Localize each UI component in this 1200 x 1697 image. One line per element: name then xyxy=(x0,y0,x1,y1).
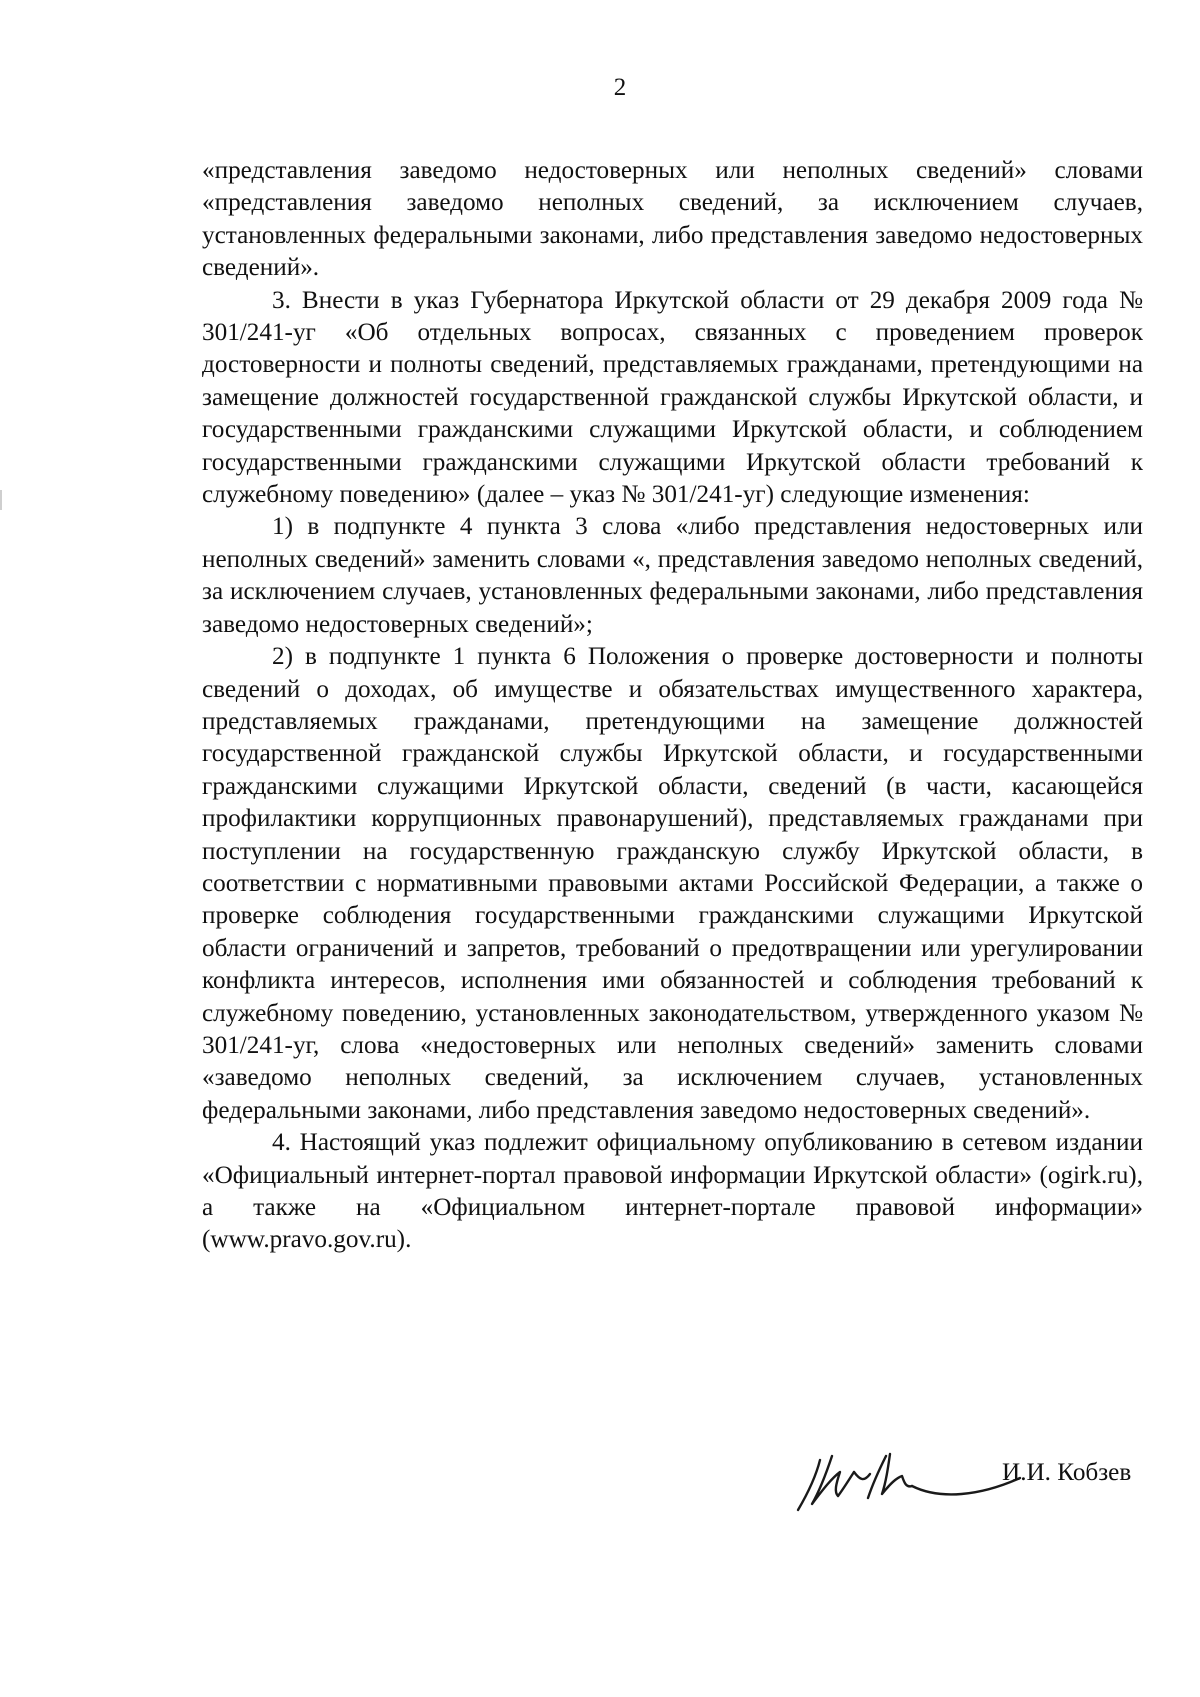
paragraph-subitem-1: 1) в подпункте 4 пункта 3 слова «либо представления недостоверных или неполных сведений» заменить словами «, представления заведомо неполных сведений, за исключением случаев, установленных федеральными законами, либо представления заведомо недостоверных сведений»; xyxy=(202,513,1143,638)
paragraph-continuation: «представления заведомо недостоверных или неполных сведений» словами «представления заведомо неполных сведений, за исключением случаев, установленных федеральными законами, либо представления заведомо недостоверных сведений». xyxy=(202,157,1143,282)
signer-name: И.И. Кобзев xyxy=(1002,1459,1132,1486)
scan-margin-mark xyxy=(0,490,2,510)
paragraph-item-3: 3. Внести в указ Губернатора Иркутской области от 29 декабря 2009 года № 301/241-уг «Об отдельных вопросах, связанных с проведением проверок достоверности и полноты сведений, представляемых гражданами, претендующими на замещение должностей государственной гражданской службы Иркутской области, и государственными гражданскими служащими Иркутской области, и соблюдением государственными гражданскими служащими Иркутской области требований к служебному поведению» (далее – указ № 301/241-уг) следующие изменения: xyxy=(202,286,1143,509)
document-body xyxy=(202,155,1143,1257)
signature-block xyxy=(790,1438,1150,1518)
page-number: 2 xyxy=(613,74,627,101)
paragraph-subitem-2: 2) в подпункте 1 пункта 6 Положения о проверке достоверности и полноты сведений о доходах, об имуществе и обязательствах имущественного характера, представляемых гражданами, претендующими на замещение должностей государственной гражданской службы Иркутской области, и государственными гражданскими служащими Иркутской области, сведений (в части, касающейся профилактики коррупционных правонарушений), представляемых гражданами при поступлении на государственную гражданскую службу Иркутской области, в соответствии с нормативными правовыми актами Российской Федерации, а также о проверке соблюдения государственными гражданскими служащими Иркутской области ограничений и запретов, требований о предотвращении или урегулировании конфликта интересов, исполнения ими обязанностей и соблюдения требований к служебному поведению, установленных законодательством, утвержденного указом № 301/241-уг, слова «недостоверных или неполных сведений» заменить словами «заведомо неполных сведений, за исключением случаев, установленных федеральными законами, либо представления заведомо недостоверных сведений». xyxy=(202,643,1143,1124)
paragraph-item-4: 4. Настоящий указ подлежит официальному опубликованию в сетевом издании «Официальный интернет-портал правовой информации Иркутской области» (ogirk.ru), а также на «Официальном интернет-портале правовой информации» (www.pravo.gov.ru). xyxy=(202,1129,1143,1254)
